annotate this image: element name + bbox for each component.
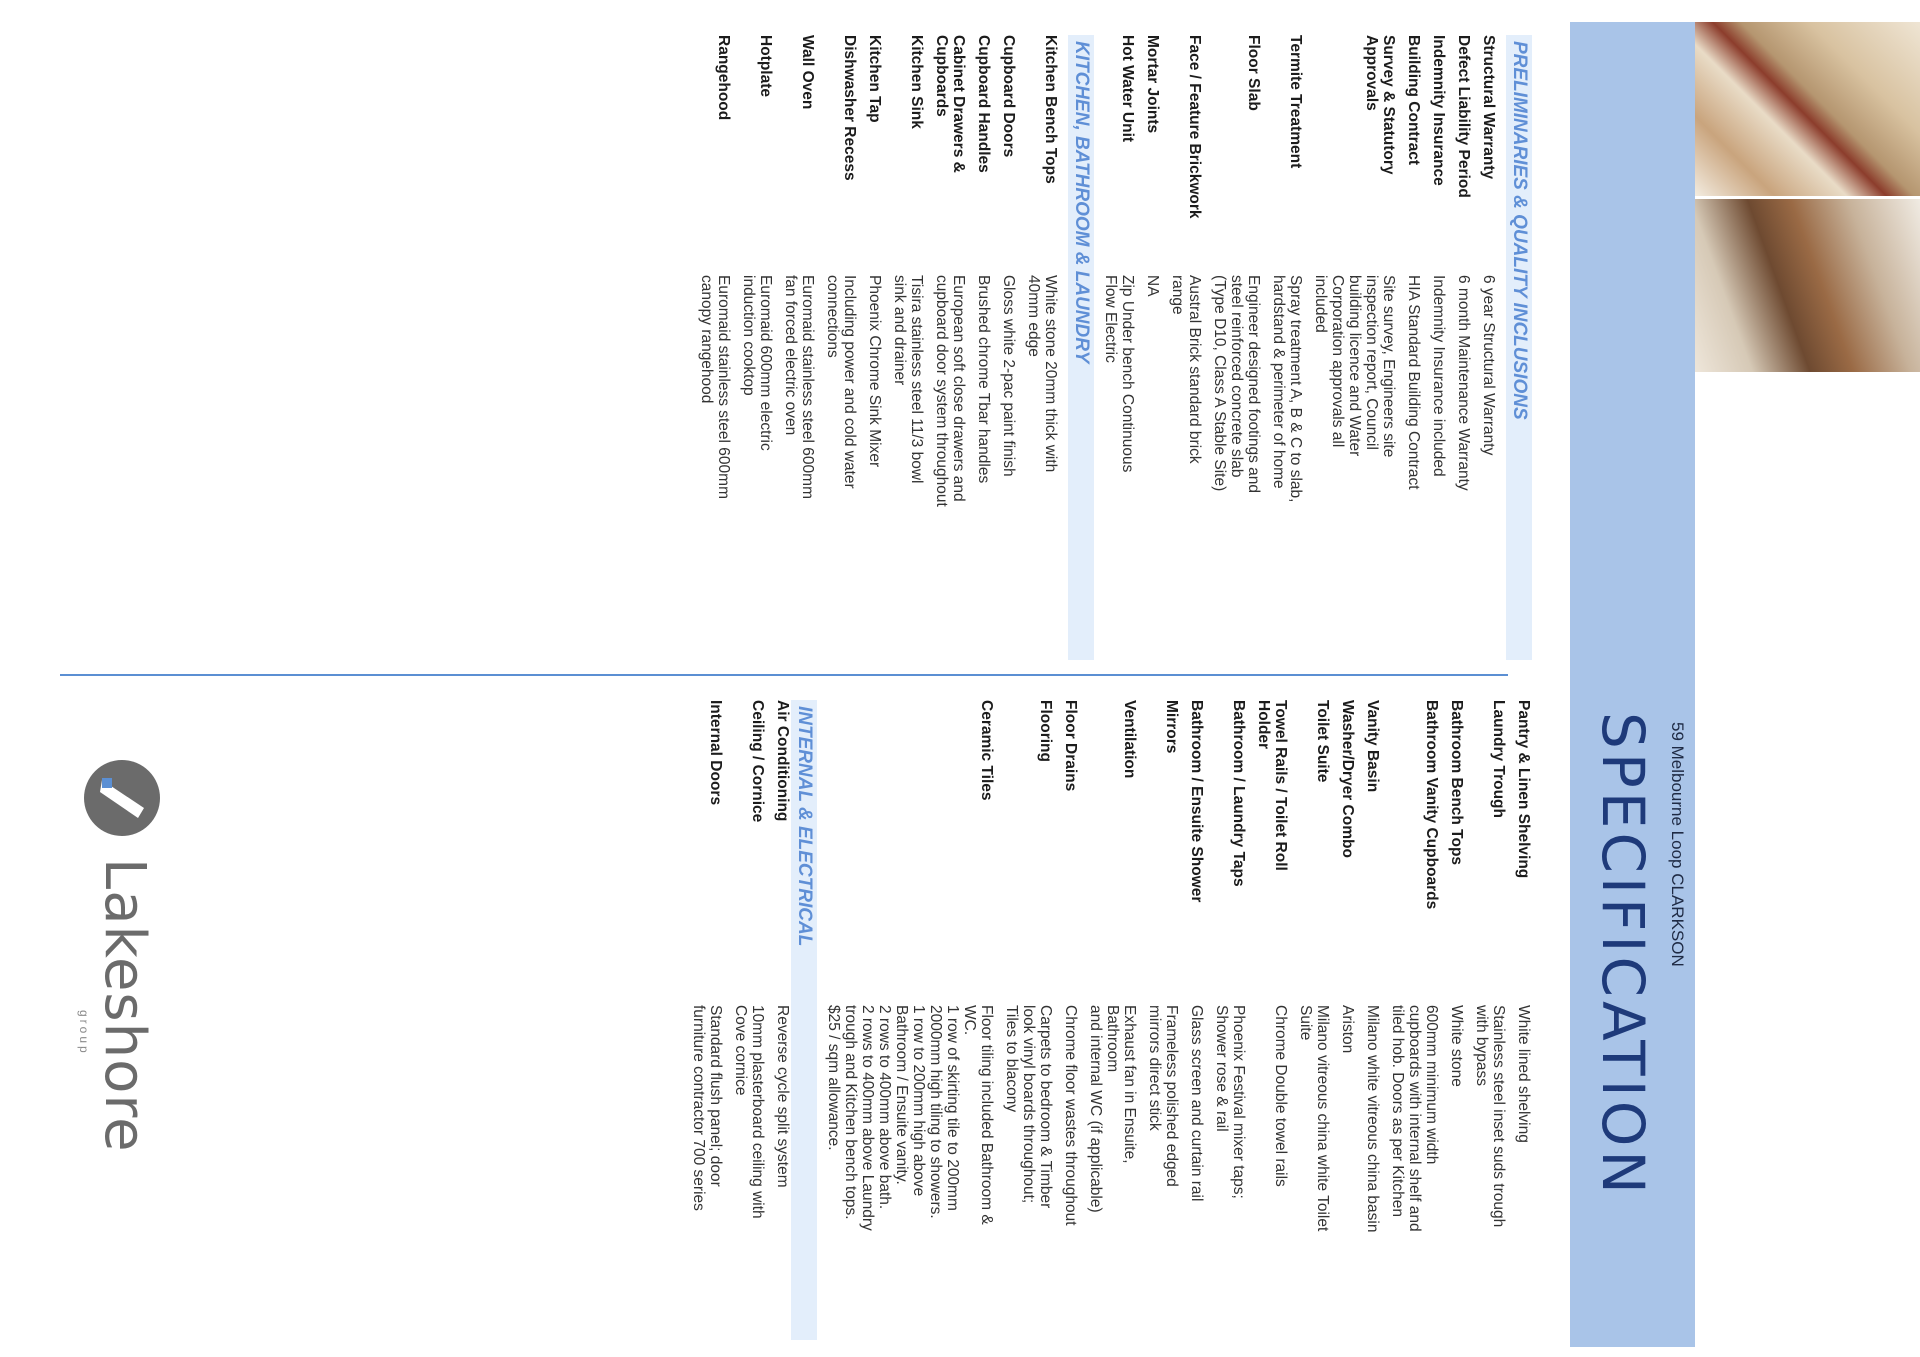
spec-value: European soft close drawers and cupboard door system throughout <box>933 275 967 507</box>
spec-value: Standard flush panel; door furniture contractor 700 series <box>690 1005 724 1211</box>
section-heading-preliminaries: PRELIMINARIES & QUALITY INCLUSIONS <box>1506 35 1532 660</box>
spec-label: Vanity Basin <box>1364 700 1381 793</box>
spec-row <box>1455 35 1472 660</box>
spec-row <box>824 35 858 660</box>
spec-label: Cupboard Handles <box>975 35 992 173</box>
spec-label: Laundry Trough <box>1490 700 1507 818</box>
spec-label: Bathroom / Laundry Taps <box>1230 700 1247 887</box>
page-title: SPECIFICATION <box>1589 712 1657 1198</box>
spec-row <box>1087 700 1138 1340</box>
spec-row <box>1213 700 1247 1340</box>
spec-row <box>1364 700 1381 1340</box>
logo-wordmark: Lakeshore <box>92 858 157 1153</box>
living-room-photo <box>1695 22 1920 196</box>
spec-row <box>1000 35 1017 660</box>
spec-value: HIA Standard Building Contract <box>1405 275 1422 490</box>
spec-value: Engineer designed footings and steel reinforced concrete slab (Type D10, Class A Stable Site) <box>1211 275 1262 494</box>
spec-value: Phoenix Chrome Sink Mixer <box>866 275 883 468</box>
spec-row <box>891 35 925 660</box>
spec-value: Gloss white 2-pac paint finish <box>1000 275 1017 477</box>
left-column <box>690 35 1532 660</box>
spec-label: Termite Treatment <box>1287 35 1304 169</box>
spec-value: Ariston <box>1339 1005 1356 1054</box>
spec-value: Euromaid stainless steel 600mm fan forced electric oven <box>782 275 816 499</box>
spec-label: Survey & Statutory Approvals <box>1363 35 1397 175</box>
spec-label: Ceramic Tiles <box>978 700 995 801</box>
spec-label: Bathroom Bench Tops <box>1448 700 1465 866</box>
spec-value: Carpets to bedroom & Timber look vinyl boards throughout; Tiles to blacony <box>1003 1005 1054 1209</box>
spec-value: Frameless polished edged mirrors direct stick <box>1146 1005 1180 1187</box>
spec-label: Defect Liability Period <box>1455 35 1472 198</box>
spec-value: 600mm minimum width cupboards with internal shelf and tiled hob. Doors as per Kitchen <box>1389 1005 1440 1232</box>
spec-row <box>933 35 967 660</box>
lakeshore-logo <box>65 760 175 1153</box>
spec-label: Internal Doors <box>707 700 724 806</box>
logo-subtext: group <box>77 1010 91 1056</box>
spec-value: Site survey, Engineers site inspection report, Council building licence and Water Corporation approvals all included <box>1312 275 1397 458</box>
spec-label: Toilet Suite <box>1314 700 1331 783</box>
spec-label: Hotplate <box>757 35 774 97</box>
staircase-photo <box>1695 196 1920 373</box>
spec-row <box>1211 35 1262 660</box>
spec-row <box>1297 700 1331 1340</box>
spec-label: Floor Slab <box>1245 35 1262 111</box>
spec-label: Rangehood <box>715 35 732 121</box>
spec-label: Bathroom Vanity Cupboards <box>1423 700 1440 910</box>
spec-label: Kitchen Sink <box>908 35 925 129</box>
spec-row <box>1312 35 1397 660</box>
spec-row <box>1003 700 1054 1340</box>
spec-value: NA <box>1144 275 1161 297</box>
spec-value: Brushed chrome Tbar handles <box>975 275 992 484</box>
spec-value: Phoenix Festival mixer taps; Shower rose & rail <box>1213 1005 1247 1199</box>
spec-row <box>690 700 724 1340</box>
spec-label: Ceiling / Cornice <box>749 700 766 823</box>
spec-value: Exhaust fan in Ensuite, Bathroom and internal WC (if applicable) <box>1087 1005 1138 1213</box>
kitchen-list <box>698 35 1059 660</box>
spec-label: Flooring <box>1037 700 1054 762</box>
spec-row <box>1448 700 1465 1340</box>
spec-row <box>1389 700 1440 1340</box>
spec-row <box>1405 35 1422 660</box>
spec-label: Towel Rails / Toilet Roll Holder <box>1255 700 1289 871</box>
spec-row <box>1188 700 1205 1340</box>
header-photos <box>1695 22 1920 372</box>
spec-row <box>975 35 992 660</box>
spec-value: White stone <box>1448 1005 1465 1087</box>
spec-row <box>698 35 732 660</box>
spec-label: Face / Feature Brickwork <box>1186 35 1203 219</box>
spec-row <box>1339 700 1356 1340</box>
property-address: 59 Melbourne Loop CLARKSON <box>1668 722 1687 967</box>
spec-label: Mirrors <box>1163 700 1180 754</box>
spec-value: 6 year Structural Warranty <box>1480 275 1497 456</box>
spec-value: Zip Under bench Continuous Flow Electric <box>1102 275 1136 473</box>
spec-row <box>1144 35 1161 660</box>
spec-row <box>1102 35 1136 660</box>
spec-value: White lined shelving <box>1515 1005 1532 1143</box>
spec-row <box>740 35 774 660</box>
spec-value: Milano vitreous china white Toilet Suite <box>1297 1005 1331 1232</box>
spec-value: Stainless steel inset suds trough with bypass <box>1473 1005 1507 1228</box>
spec-value: Including power and cold water connections <box>824 275 858 489</box>
spec-value: 6 month Maintenance Warranty <box>1455 275 1472 491</box>
column-divider <box>60 674 1508 676</box>
spec-row <box>774 700 791 1340</box>
spec-row <box>1473 700 1507 1340</box>
spec-label: Indemnity Insurance <box>1430 35 1447 186</box>
spec-value: Milano white vitreous china basin <box>1364 1005 1381 1233</box>
spec-label: Cupboard Doors <box>1000 35 1017 158</box>
spec-row <box>732 700 766 1340</box>
spec-label: Kitchen Bench Tops <box>1042 35 1059 184</box>
spec-label: Pantry & Linen Shelving <box>1515 700 1532 879</box>
right-column <box>682 700 1532 1340</box>
spec-value: White stone 20mm thick with 40mm edge <box>1025 275 1059 473</box>
spec-row <box>1062 700 1079 1340</box>
spec-row <box>866 35 883 660</box>
spec-row <box>1025 35 1059 660</box>
spec-row <box>1480 35 1497 660</box>
spec-label: Bathroom / Ensuite Shower <box>1188 700 1205 903</box>
spec-label: Hot Water Unit <box>1119 35 1136 143</box>
section-heading-kitchen: KITCHEN, BATHROOM & LAUNDRY <box>1068 35 1094 660</box>
spec-value: Spray treatment A, B & C to slab, hardstand & perimeter of home <box>1270 275 1304 503</box>
spec-row <box>1255 700 1289 1340</box>
spec-label: Structural Warranty <box>1480 35 1497 180</box>
title-band <box>1570 22 1695 1347</box>
spec-label: Ventilation <box>1121 700 1138 779</box>
internal-electrical-list <box>690 700 791 1340</box>
spec-label: Mortar Joints <box>1144 35 1161 134</box>
spec-label: Building Contract <box>1405 35 1422 166</box>
spec-value: Tisira stainless steel 11/3 bowl sink and drainer <box>891 275 925 484</box>
spec-value: Euromaid 600mm electric induction cooktop <box>740 275 774 451</box>
spec-row <box>1270 35 1304 660</box>
spec-value: Euromaid stainless steel 600mm canopy rangehood <box>698 275 732 499</box>
spec-row <box>1169 35 1203 660</box>
spec-row <box>1515 700 1532 1340</box>
spec-row <box>1146 700 1180 1340</box>
spec-value: Reverse cycle split system <box>774 1005 791 1188</box>
spec-value: Floor tiling included Bathroom & WC. 1 row of skirting tile to 200mm 2000mm high tiling to showers. 1 row to 200mm high above Bathroom / Ensuite vanity. 2 rows to 400mm above bath. 2 rows to 400mm above Laundry trough and Kitchen bench tops. $25 / sqm allowance. <box>825 1005 995 1231</box>
spec-value: Chrome floor wastes throughout <box>1062 1005 1079 1226</box>
spec-row <box>1430 35 1447 660</box>
spec-label: Dishwasher Recess <box>841 35 858 181</box>
logo-mark-icon <box>84 760 160 836</box>
spec-value: Glass screen and curtain rail <box>1188 1005 1205 1202</box>
spec-value: Chrome Double towel rails <box>1272 1005 1289 1187</box>
spec-label: Air Conditioning <box>774 700 791 822</box>
spec-label: Washer/Dryer Combo <box>1339 700 1356 858</box>
spec-value: 10mm plasterboard ceiling with Cove cornice <box>732 1005 766 1219</box>
spec-value: Austral Brick standard brick range <box>1169 275 1203 464</box>
spec-row <box>825 700 995 1340</box>
spec-row <box>782 35 816 660</box>
bathroom-laundry-list <box>825 700 1532 1340</box>
preliminaries-list <box>1102 35 1497 660</box>
spec-label: Cabinet Drawers & Cupboards <box>933 35 967 173</box>
spec-value: Indemnity Insurance included <box>1430 275 1447 477</box>
spec-label: Wall Oven <box>799 35 816 110</box>
spec-label: Floor Drains <box>1062 700 1079 792</box>
section-heading-internal: INTERNAL & ELECTRICAL <box>791 700 817 1340</box>
spec-label: Kitchen Tap <box>866 35 883 123</box>
